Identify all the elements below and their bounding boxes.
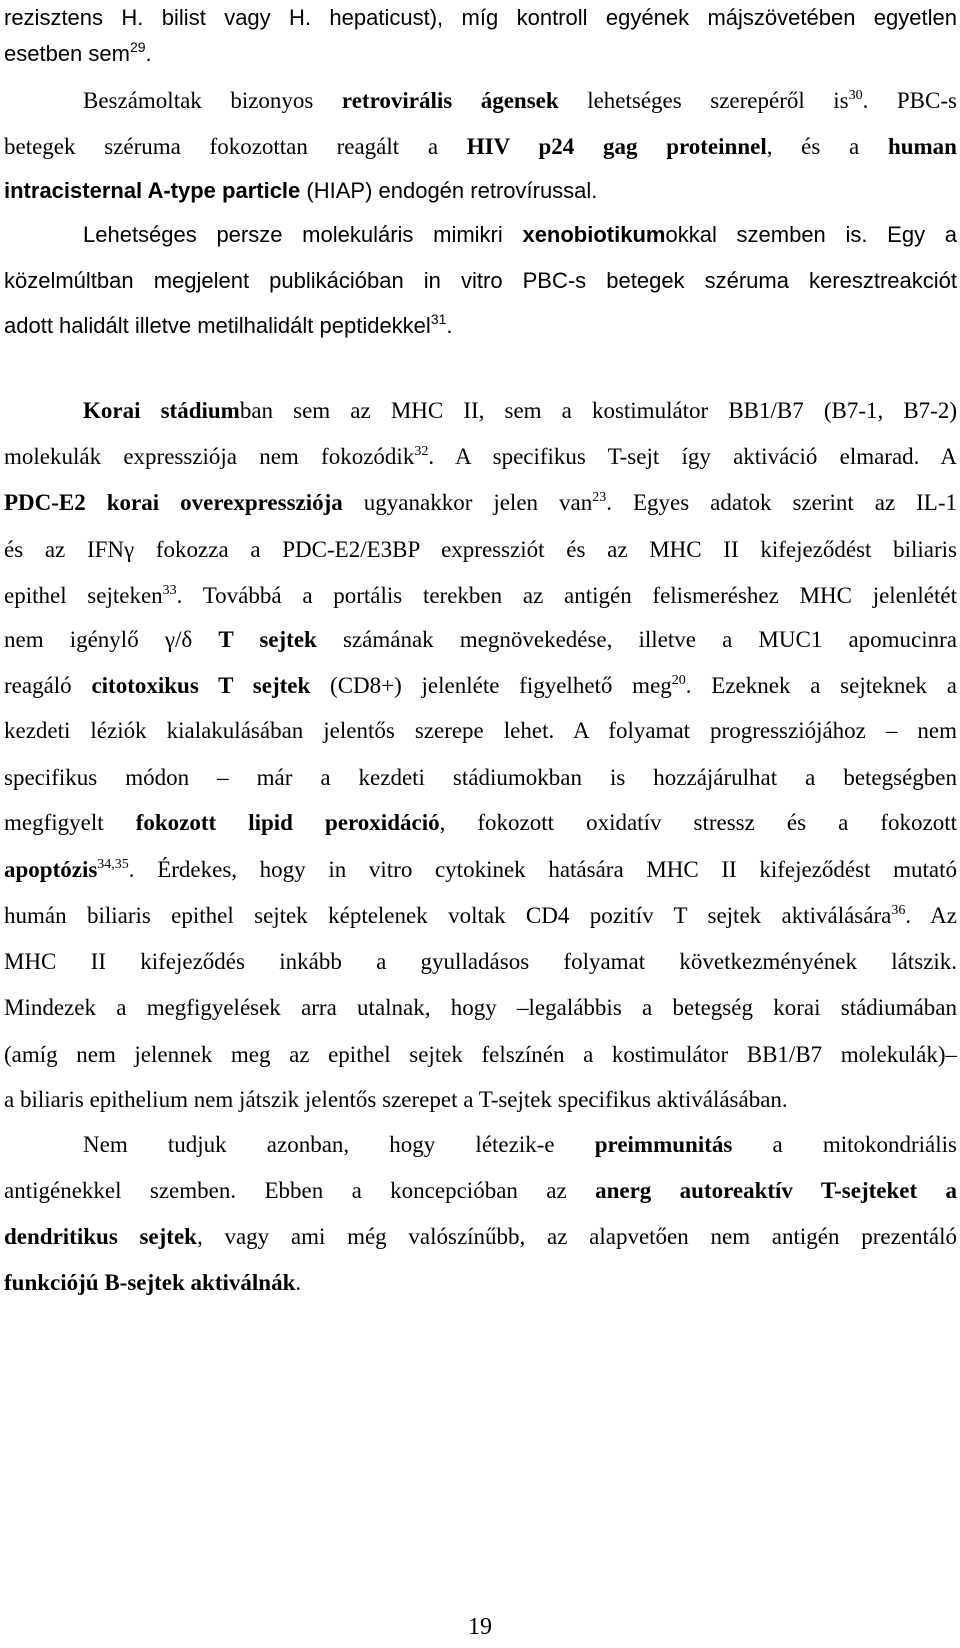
text-run: humán biliaris epithel sejtek képtelenek voltak CD4 pozitív T sejtek aktiválására [4,903,892,928]
page-number: 19 [468,1614,492,1640]
text-line [4,3,957,33]
text-line [4,442,957,472]
citation-superscript: 30 [848,88,863,103]
bold-term: xenobiotikum [522,222,666,247]
bold-term: apoptózis [4,857,98,882]
text-run: antigénekkel szemben. Ebben a koncepcióban az [4,1178,596,1203]
citation-superscript: 33 [162,583,177,598]
text-run: . Ezeknek a sejteknek a [685,673,957,698]
citation-superscript: 20 [671,673,686,688]
text-run: epithel sejteken [4,583,163,608]
bold-term: PDC-E2 korai overexpressziója [4,490,343,515]
text-run: specifikus módon – már a kezdeti stádiumokban is hozzájárulhat a betegségben [4,765,957,790]
text-run: okkal szemben is. Egy a [665,222,957,247]
text-run: rezisztens H. bilist vagy H. hepaticust), míg kontroll egyének májszövetében egyetlen [4,5,957,30]
text-run: számának megnövekedése, illetve a MUC1 apomucinra [316,627,958,652]
bold-term: T sejtek [218,627,317,652]
text-line [4,1085,957,1115]
text-run: közelmúltban megjelent publikációban in vitro PBC-s betegek széruma keresztreakciót [4,268,957,293]
text-run: molekulák expressziója nem fokozódik [4,444,415,469]
text-line [4,1130,957,1160]
citation-superscript: 32 [414,444,429,459]
citation-superscript: 29 [129,39,146,55]
text-run: (CD8+) jelenléte figyelhető meg [310,673,672,698]
text-run: esetben sem [4,41,130,66]
text-run: nem igénylő γ/δ [4,627,219,652]
text-line [4,396,957,426]
text-line [4,716,957,746]
text-run: Beszámoltak bizonyos [83,88,342,113]
text-line [4,86,957,116]
text-line [4,855,957,885]
text-line [4,947,957,977]
text-line [4,488,957,518]
bold-term: citotoxikus T sejtek [91,673,311,698]
text-run: a biliaris epithelium nem játszik jelentős szerepet a T-sejtek specifikus aktiválásában. [4,1087,788,1112]
text-run: betegek széruma fokozottan reagált a [4,134,467,159]
text-run: , és a [766,134,888,159]
text-line [4,763,957,793]
text-line [4,1176,957,1206]
bold-term: HIV p24 gag proteinnel [466,134,767,159]
text-run: reagáló [4,673,92,698]
text-line [4,266,957,296]
text-run: a mitokondriális [732,1132,957,1157]
bold-term: dendritikus sejtek [4,1224,197,1249]
text-line [4,625,957,655]
text-line [4,993,957,1023]
text-line [4,808,957,838]
text-run: Nem tudjuk azonban, hogy létezik-e [83,1132,595,1157]
text-line [4,1040,957,1070]
citation-superscript: 23 [592,490,607,505]
text-run: . [446,313,453,338]
citation-superscript: 36 [891,903,906,918]
text-line [4,1222,957,1252]
text-run: Lehetséges persze molekuláris mimikri [83,222,523,247]
text-run: . Érdekes, hogy in vitro cytokinek hatására MHC II kifejeződést mutató [128,857,957,882]
text-run: MHC II kifejeződés inkább a gyulladásos folyamat következményének látszik. [4,949,957,974]
text-line [4,901,957,931]
text-run: . [145,41,152,66]
text-run: (amíg nem jelennek meg az epithel sejtek felszínén a kostimulátor BB1/B7 molekulák)– [4,1042,957,1067]
text-line [4,220,957,250]
text-run: lehetséges szerepéről is [558,88,849,113]
text-run: ugyanakkor jelen van [342,490,593,515]
bold-term: fokozott lipid peroxidáció [135,810,440,835]
text-run: megfigyelt [4,810,136,835]
bold-term: anerg autoreaktív T-sejteket a [595,1178,957,1203]
bold-term: Korai stádium [83,398,240,423]
text-run: . Egyes adatok szerint az IL-1 [606,490,958,515]
bold-term: preimmunitás [594,1132,733,1157]
text-run: . Az [905,903,957,928]
text-line [4,671,957,701]
text-line [4,132,957,162]
text-run: . Továbbá a portális terekben az antigén felismeréshez MHC jelenlétét [176,583,957,608]
text-line [4,581,957,611]
text-run: ban sem az MHC II, sem a kostimulátor BB1/B7 (B7-1, B7-2) [239,398,958,423]
text-line [4,176,957,206]
text-run: és az IFNγ fokozza a PDC-E2/E3BP expressziót és az MHC II kifejeződést biliaris [4,537,957,562]
text-run: , fokozott oxidatív stressz és a fokozott [439,810,957,835]
text-line [4,311,957,341]
citation-superscript: 31 [430,311,447,327]
text-run: . [295,1270,302,1295]
bold-term: funkciójú B-sejtek aktiválnák [4,1270,296,1295]
text-line [4,535,957,565]
text-line [4,1268,957,1298]
text-run: . PBC-s [862,88,957,113]
text-run: , vagy ami még valószínűbb, az alapvetően nem antigén prezentáló [196,1224,957,1249]
text-run: . A specifikus T-sejt így aktiváció elmarad. A [428,444,958,469]
text-line [4,39,957,69]
text-run: adott halidált illetve metilhalidált peptidekkel [4,313,431,338]
bold-term: retrovirális ágensek [341,88,559,113]
text-run: Mindezek a megfigyelések arra utalnak, hogy –legalábbis a betegség korai stádiumában [4,995,957,1020]
bold-term: human [887,134,957,159]
citation-superscript: 34,35 [97,857,129,872]
text-run: (HIAP) endogén retrovírussal. [300,178,598,203]
text-run: kezdeti léziók kialakulásában jelentős szerepe lehet. A folyamat progressziójához – nem [4,718,957,743]
bold-term: intracisternal A-type particle [4,178,301,203]
